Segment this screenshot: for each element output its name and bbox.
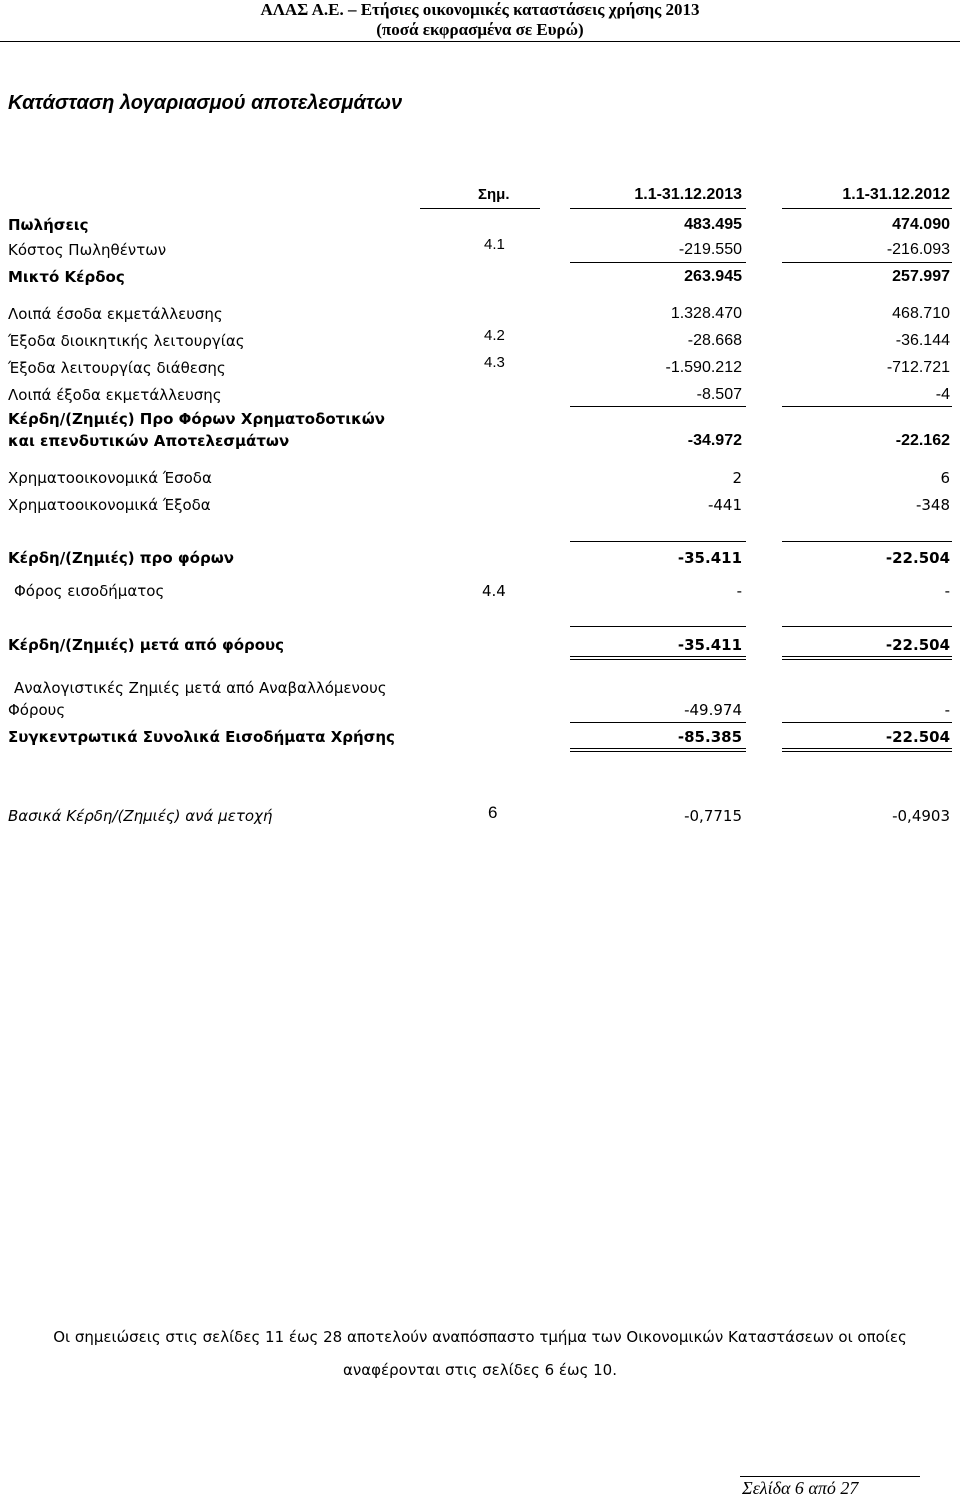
row-value-2012-income-tax: -: [944, 582, 950, 600]
row-label-other-operating-expenses: Λοιπά έξοδα εκμετάλλευσης: [8, 386, 222, 404]
row-note-earnings-per-share: 6: [488, 803, 498, 822]
row-value-2013-selling-expenses: -1.590.212: [665, 359, 742, 376]
header-divider: [0, 41, 960, 42]
row-note-administrative-expenses: 4.2: [484, 327, 505, 344]
row-value-2013-profit-before-tax: -35.411: [677, 549, 742, 567]
subtotal-line-2013: [570, 541, 746, 542]
row-value-2012-total-comprehensive-income: -22.504: [885, 728, 950, 746]
row-value-2013-administrative-expenses: -28.668: [687, 332, 742, 349]
subtotal-line-2013: [570, 262, 746, 263]
double-underline-2013: [570, 748, 746, 749]
column-header-underline-2012: [782, 208, 952, 209]
document-header-title: ΑΛΑΣ Α.Ε. – Ετήσιες οικονομικές καταστάσεις χρήσης 2013: [260, 0, 700, 19]
column-header-2012: 1.1-31.12.2012: [842, 186, 950, 203]
row-value-2012-other-operating-income: 468.710: [892, 305, 950, 322]
double-underline-2012: [782, 656, 952, 657]
row-value-2012-selling-expenses: -712.721: [886, 359, 950, 376]
row-value-2013-income-tax: -: [736, 582, 742, 600]
row-label-operating-result: Κέρδη/(Ζημιές) Προ Φόρων Χρηματοδοτικών: [8, 410, 386, 428]
subtotal-line-2012: [782, 626, 952, 627]
row-value-2012-earnings-per-share: -0,4903: [892, 807, 950, 825]
row-value-2013-profit-after-tax: -35.411: [677, 636, 742, 654]
row-label-finance-expenses: Χρηματοοικονομικά Έξοδα: [8, 496, 211, 514]
double-underline-2012: [782, 751, 952, 752]
row-value-2013-other-operating-income: 1.328.470: [670, 305, 742, 322]
double-underline-2013: [570, 659, 746, 660]
row-value-2012-profit-after-tax: -22.504: [885, 636, 950, 654]
row-label-sales: Πωλήσεις: [8, 216, 89, 234]
double-underline-2012: [782, 659, 952, 660]
page-number: Σελίδα 6 από 27: [742, 1478, 859, 1498]
row-value-2013-sales: 483.495: [684, 216, 742, 233]
row-value-2012-sales: 474.090: [892, 216, 950, 233]
row-value-2012-operating-result: -22.162: [895, 432, 950, 449]
row-note-income-tax: 4.4: [482, 582, 506, 600]
subtotal-line-2013: [570, 406, 746, 407]
row-value-2013-finance-income: 2: [732, 469, 742, 487]
subtotal-line-2013: [570, 626, 746, 627]
row-label-operating-result-line2: και επενδυτικών Αποτελεσμάτων: [8, 432, 290, 450]
double-underline-2013: [570, 751, 746, 752]
row-value-2012-actuarial-losses: -: [944, 701, 950, 719]
row-note-cost-of-sales: 4.1: [484, 236, 505, 253]
double-underline-2012: [782, 748, 952, 749]
subtotal-line-2012: [782, 406, 952, 407]
column-header-2013: 1.1-31.12.2013: [634, 186, 742, 203]
row-label-gross-profit: Μικτό Κέρδος: [8, 268, 125, 286]
column-header-underline-note: [420, 208, 540, 209]
column-header-underline-2013: [570, 208, 746, 209]
row-note-selling-expenses: 4.3: [484, 354, 505, 371]
row-label-total-comprehensive-income: Συγκεντρωτικά Συνολικά Εισοδήματα Χρήσης: [8, 728, 395, 746]
row-value-2013-operating-result: -34.972: [687, 432, 742, 449]
row-value-2013-finance-expenses: -441: [707, 496, 742, 514]
row-value-2012-finance-expenses: -348: [915, 496, 950, 514]
row-value-2013-earnings-per-share: -0,7715: [684, 807, 742, 825]
row-value-2013-cost-of-sales: -219.550: [678, 241, 742, 258]
row-value-2012-administrative-expenses: -36.144: [895, 332, 950, 349]
row-label-profit-before-tax: Κέρδη/(Ζημιές) προ φόρων: [8, 549, 234, 567]
row-label-administrative-expenses: Έξοδα διοικητικής λειτουργίας: [8, 332, 245, 350]
row-label-actuarial-losses-line2: Φόρους: [8, 701, 66, 719]
footnote-line-2: αναφέρονται στις σελίδες 6 έως 10.: [342, 1361, 617, 1379]
row-value-2013-actuarial-losses: -49.974: [684, 701, 742, 719]
subtotal-line-2012: [782, 722, 952, 723]
row-label-selling-expenses: Έξοδα λειτουργίας διάθεσης: [8, 359, 226, 377]
row-value-2012-gross-profit: 257.997: [892, 268, 950, 285]
row-value-2012-other-operating-expenses: -4: [935, 386, 950, 403]
double-underline-2013: [570, 656, 746, 657]
statement-title: Κατάσταση λογαριασμού αποτελεσμάτων: [8, 92, 403, 114]
row-label-income-tax: Φόρος εισοδήματος: [14, 582, 165, 600]
row-value-2012-finance-income: 6: [940, 469, 950, 487]
row-value-2013-other-operating-expenses: -8.507: [696, 386, 742, 403]
row-label-cost-of-sales: Κόστος Πωληθέντων: [8, 241, 167, 259]
row-label-earnings-per-share: Βασικά Κέρδη/(Ζημιές) ανά μετοχή: [8, 807, 273, 825]
subtotal-line-2013: [570, 722, 746, 723]
column-header-note: Σημ.: [478, 186, 510, 203]
row-value-2012-cost-of-sales: -216.093: [886, 241, 950, 258]
row-value-2012-profit-before-tax: -22.504: [885, 549, 950, 567]
row-value-2013-gross-profit: 263.945: [684, 268, 742, 285]
subtotal-line-2012: [782, 262, 952, 263]
footnote-line-1: Οι σημειώσεις στις σελίδες 11 έως 28 αποτελούν αναπόσπαστο τμήμα των Οικονομικών Καταστάσεων οι οποίες: [53, 1328, 907, 1346]
row-label-other-operating-income: Λοιπά έσοδα εκμετάλλευσης: [8, 305, 223, 323]
subtotal-line-2012: [782, 541, 952, 542]
row-label-actuarial-losses: Αναλογιστικές Ζημιές μετά από Αναβαλλόμενους: [14, 679, 387, 697]
document-header-subtitle: (ποσά εκφρασμένα σε Ευρώ): [376, 20, 584, 39]
row-label-finance-income: Χρηματοοικονομικά Έσοδα: [8, 469, 212, 487]
row-value-2013-total-comprehensive-income: -85.385: [677, 728, 742, 746]
page-number-divider: [740, 1476, 920, 1477]
row-label-profit-after-tax: Κέρδη/(Ζημιές) μετά από φόρους: [8, 636, 285, 654]
